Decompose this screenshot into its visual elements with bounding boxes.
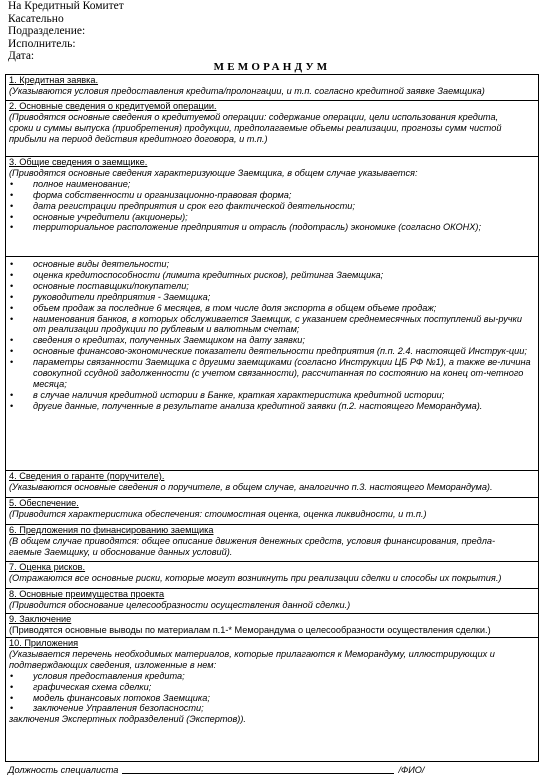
bullet-item: • сведения о кредитах, полученных Заемщиком на дату заявки; xyxy=(9,335,534,346)
full-name-label: /ФИО/ xyxy=(398,765,425,775)
bullet-item: • в случае наличия кредитной истории в Банке, краткая характеристика кредитной истории; xyxy=(9,390,534,401)
section-text: (Указываются условия предоставления кредита/пролонгации, и т.п. согласно кредитной заявке Заемщика) xyxy=(9,85,485,96)
section-text: (Указываются основные сведения о поручителе, в общем случае, аналогично п.3. настоящего Меморандума). xyxy=(9,481,493,492)
section-heading: 4. Сведения о гаранте (поручителе). xyxy=(9,471,165,481)
bullet-item: • основные учредители (акционеры); xyxy=(9,212,534,223)
memo-header xyxy=(8,0,124,63)
section-heading: 6. Предложения по финансированию заемщика xyxy=(9,525,214,535)
signature-line xyxy=(8,764,425,775)
bullet-item: • заключение Управления безопасности; xyxy=(9,703,534,714)
header-date: Дата: xyxy=(8,50,35,63)
section-operation-info xyxy=(6,100,538,156)
section-intro: (Приводятся основные сведения характеризующие Заемщика, в общем случае указывается: xyxy=(9,167,418,178)
bullet-item: • модель финансовых потоков Заемщика; xyxy=(9,693,534,704)
header-executor: Исполнитель: xyxy=(8,37,76,50)
header-regarding: Касательно xyxy=(8,12,64,25)
section-closing: заключения Экспертных подразделений (Экспертов)). xyxy=(9,714,246,725)
bullet-item: • территориальное расположение предприятия и отрасль (подотрасль) экономике (согласно ОКОНХ); xyxy=(9,222,534,233)
section-borrower-details xyxy=(6,256,538,470)
bullet-item: • дата регистрации предприятия и срок его фактической деятельности; xyxy=(9,201,534,212)
section-text: (В общем случае приводятся: общее описание движения денежных средств, условия финансирования, предла- xyxy=(9,535,496,546)
bullet-item: • основные финансово-экономические показатели деятельности предприятия (п.п. 2.4. настоящей Инструк-ции; xyxy=(9,346,534,357)
header-department: Подразделение: xyxy=(8,25,86,38)
section-attachments xyxy=(6,637,538,761)
section-text: (Приводится обоснование целесообразности осуществления данной сделки.) xyxy=(9,599,351,610)
bullet-item: • другие данные, полученные в результате анализа кредитной заявки (п.2. настоящего Меморандума). xyxy=(9,401,534,412)
section-borrower-info xyxy=(6,156,538,256)
header-to: На Кредитный Комитет xyxy=(8,0,124,12)
section-heading: 7. Оценка рисков. xyxy=(9,562,86,572)
specialist-position-label: Должность специалиста xyxy=(8,765,119,775)
section-text: гаемые Заемщику, и обоснование данных условий). xyxy=(9,546,233,557)
bullet-item: • форма собственности и организационно-правовая форма; xyxy=(9,190,534,201)
memo-body-frame xyxy=(5,74,539,762)
section-text: (Приводится характеристика обеспечения: стоимостная оценка, оценка ликвидности, и т.п.) xyxy=(9,508,427,519)
section-project-advantages xyxy=(6,588,538,613)
section-conclusion xyxy=(6,613,538,637)
bullet-item: • руководители предприятия - Заемщика; xyxy=(9,292,534,303)
section-text: (Приводятся основные сведения о кредитуемой операции: содержание операции, цели использования кредита, xyxy=(9,111,499,122)
section-guarantor xyxy=(6,470,538,497)
bullet-item: • основные виды деятельности; xyxy=(9,259,534,270)
section-heading: 2. Основные сведения о кредитуемой операции. xyxy=(9,101,217,111)
bullet-item: • оценка кредитоспособности (лимита кредитных рисков), рейтинга Заемщика; xyxy=(9,270,534,281)
section-heading: 9. Заключение xyxy=(9,614,72,624)
memo-title: МЕМОРАНДУМ xyxy=(213,61,331,73)
bullet-item: • полное наименование; xyxy=(9,179,534,190)
signature-blank xyxy=(122,764,394,774)
section-heading: 8. Основные преимущества проекта xyxy=(9,589,165,599)
bullet-item: • наименования банков, в которых обслуживается Заемщик, с указанием среднемесячных поступлений вы-ручки от реализации продукции по рублевым и валютным счетам; xyxy=(9,314,534,336)
bullet-item: • условия предоставления кредита; xyxy=(9,671,534,682)
section-text: сроки и суммы выпуска (приобретения) продукции, предполагаемые объемы реализации, прогнозы сумм чистой xyxy=(9,122,502,133)
section-text: (Указывается перечень необходимых материалов, которые прилагаются к Меморандуму, иллюстрирующих и xyxy=(9,648,495,659)
section-financing-proposals xyxy=(6,524,538,561)
section-heading: 5. Обеспечение. xyxy=(9,498,79,508)
bullet-item: • графическая схема сделки; xyxy=(9,682,534,693)
section-text: (Отражаются все основные риски, которые могут возникнуть при реализации сделки и способы их покрытия.) xyxy=(9,572,502,583)
section-text: подтверждающих сведения, изложенные в нем: xyxy=(9,659,217,670)
section-text: прибыли на период действия кредитного договора, и т.п.) xyxy=(9,133,268,144)
bullet-item: • параметры связанности Заемщика с другими заемщиками (согласно Инструкции ЦБ РФ №1), а также ве-личина совокупной ссудной задолженности (с учетом связанности), рассчитанная по состоянию на конец от-четного месяца; xyxy=(9,357,534,390)
section-heading: 10. Приложения xyxy=(9,638,79,648)
section-heading: 3. Общие сведения о заемщике. xyxy=(9,157,148,167)
section-risk-assessment xyxy=(6,561,538,588)
bullet-item: • объем продаж за последние 6 месяцев, в том числе доля экспорта в общем объеме продаж; xyxy=(9,303,534,314)
bullet-item: • основные поставщики/покупатели; xyxy=(9,281,534,292)
section-text: (Приводятся основные выводы по материалам п.1-* Меморандума о целесообразности осуществления сделки.) xyxy=(9,624,491,635)
section-credit-application xyxy=(6,75,538,100)
section-collateral xyxy=(6,497,538,524)
section-heading: 1. Кредитная заявка. xyxy=(9,75,99,85)
